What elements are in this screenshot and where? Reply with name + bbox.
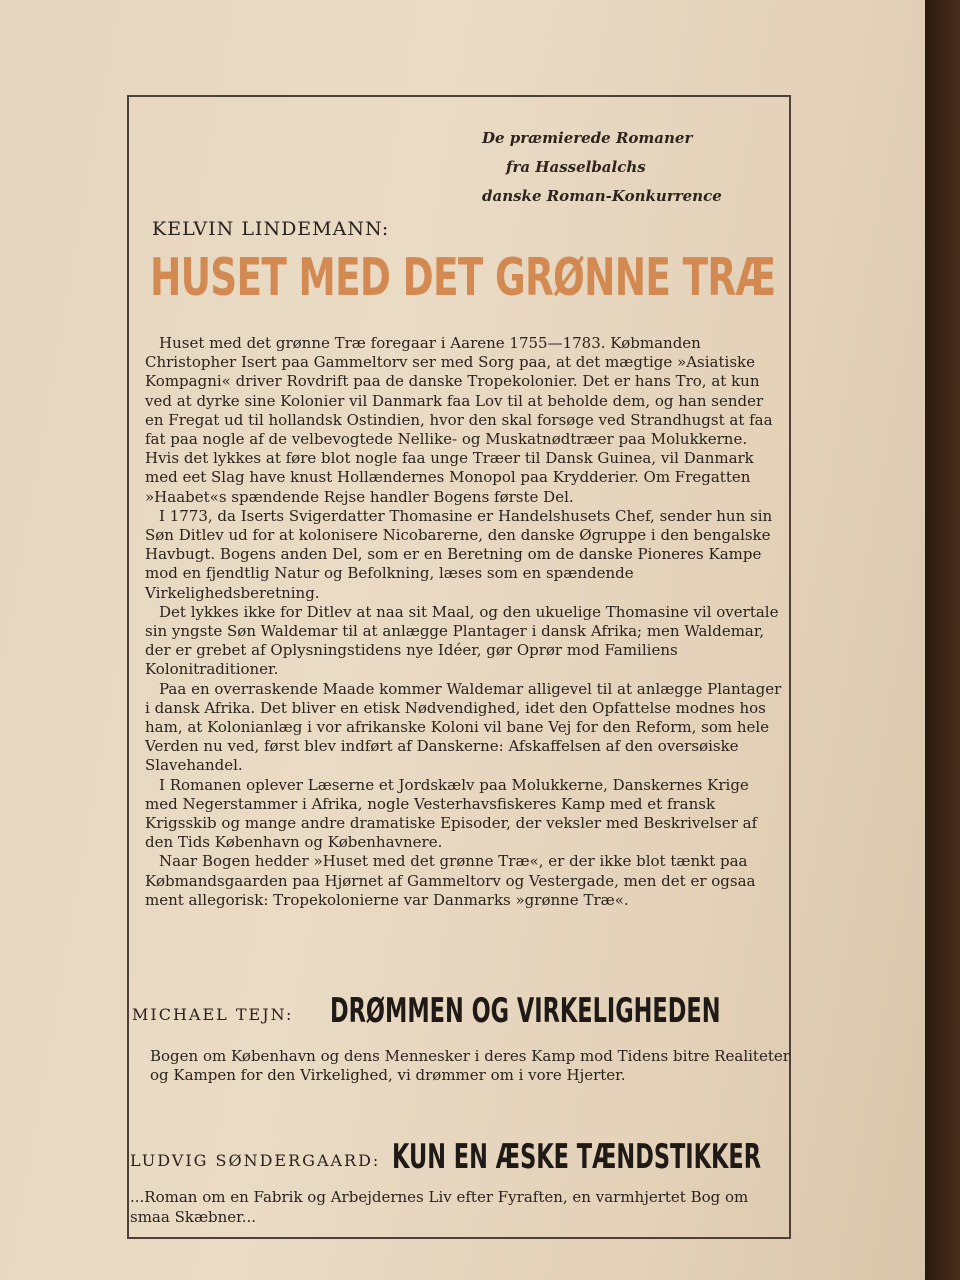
book2-author: MICHAEL TEJN: xyxy=(132,1005,294,1024)
book1-paragraph: Naar Bogen hedder »Huset med det grønne Træ«, er der ikke blot tænkt paa Købmandsgaarden paa Hjørnet af Gammeltorv og Vestergade, men det er ogsaa ment allegorisk: Tropekolonierne var Danmarks »grønne Træ«. xyxy=(145,852,756,909)
tagline-line: fra Hasselbalchs xyxy=(506,158,646,176)
book3-title: KUN EN ÆSKE TÆNDSTIKKER xyxy=(392,1137,762,1177)
tagline-line: danske Roman-Konkurrence xyxy=(482,187,722,205)
book1-paragraph: I Romanen oplever Læserne et Jordskælv paa Molukkerne, Danskernes Krige med Negerstammer i Afrika, nogle Vesterhavsfiskeres Kamp med et fransk Krigsskib og mange andre dramatiske Episoder, der veksler med Beskrivelser af den Tids København og Københavnere. xyxy=(145,775,758,852)
book1-description xyxy=(145,334,785,910)
table-background xyxy=(925,0,960,1280)
book3-heading xyxy=(130,1137,762,1177)
book3-description: ...Roman om en Fabrik og Arbejdernes Liv efter Fyraften, en varmhjertet Bog om smaa Skæbner... xyxy=(130,1188,749,1226)
book1-paragraph: Huset med det grønne Træ foregaar i Aarene 1755—1783. Købmanden Christopher Isert paa Gammeltorv ser med Sorg paa, at det mægtige »Asiatiske Kompagni« driver Rovdrift paa de danske Tropekolonier. Det er hans Tro, at kun ved at dyrke sine Kolonier vil Danmark faa Lov til at beholde dem, og han sender en Fregat ud til hollandsk Ostindien, hvor den skal forsøge ved Strandhugst at faa fat paa nogle af de velbevogtede Nellike- og Muskatnødtræer paa Molukkerne. Hvis det lykkes at føre blot nogle faa unge Træer til Dansk Guinea, vil Danmark med eet Slag have knust Hollændernes Monopol paa Krydderier. Om Fregatten »Haabet«s spændende Rejse handler Bogens første Del. xyxy=(145,334,773,506)
tagline xyxy=(482,124,782,211)
book1-title: HUSET MED DET GRØNNE TRÆ xyxy=(150,248,776,308)
book1-paragraph: Paa en overraskende Maade kommer Waldemar alligevel til at anlægge Plantager i dansk Afrika. Det bliver en etisk Nødvendighed, idet den Opfattelse modnes hos ham, at Kolonianlæg i vor afrikanske Koloni vil bane Vej for den Reform, som hele Verden nu ved, først blev indført af Danskerne: Afskaffelsen af den oversøiske Slavehandel. xyxy=(145,679,782,775)
book2-description: Bogen om København og dens Mennesker i deres Kamp mod Tidens bitre Realiteter og Kampen for den Virkelighed, vi drømmer om i vore Hjerter. xyxy=(150,1047,790,1084)
book2-heading xyxy=(132,991,721,1031)
tagline-line: De præmierede Romaner xyxy=(482,129,693,147)
book3-author: LUDVIG SØNDERGAARD: xyxy=(130,1151,381,1170)
book1-author: KELVIN LINDEMANN: xyxy=(152,218,390,240)
book1-paragraph: Det lykkes ikke for Ditlev at naa sit Maal, og den ukuelige Thomasine vil overtale sin yngste Søn Waldemar til at anlægge Plantager i dansk Afrika; men Waldemar, der er grebet af Oplysningstidens nye Idéer, gør Oprør mod Familiens Kolonitraditioner. xyxy=(145,602,779,679)
book1-paragraph: I 1773, da Iserts Svigerdatter Thomasine er Handelshusets Chef, sender hun sin Søn Ditlev ud for at kolonisere Nicobarerne, den danske Øgruppe i den bengalske Havbugt. Bogens anden Del, som er en Beretning om de danske Pioneres Kampe mod en fjendtlig Natur og Befolkning, læses som en spændende Virkelighedsberetning. xyxy=(145,506,773,602)
book2-title: DRØMMEN OG VIRKELIGHEDEN xyxy=(330,991,721,1031)
